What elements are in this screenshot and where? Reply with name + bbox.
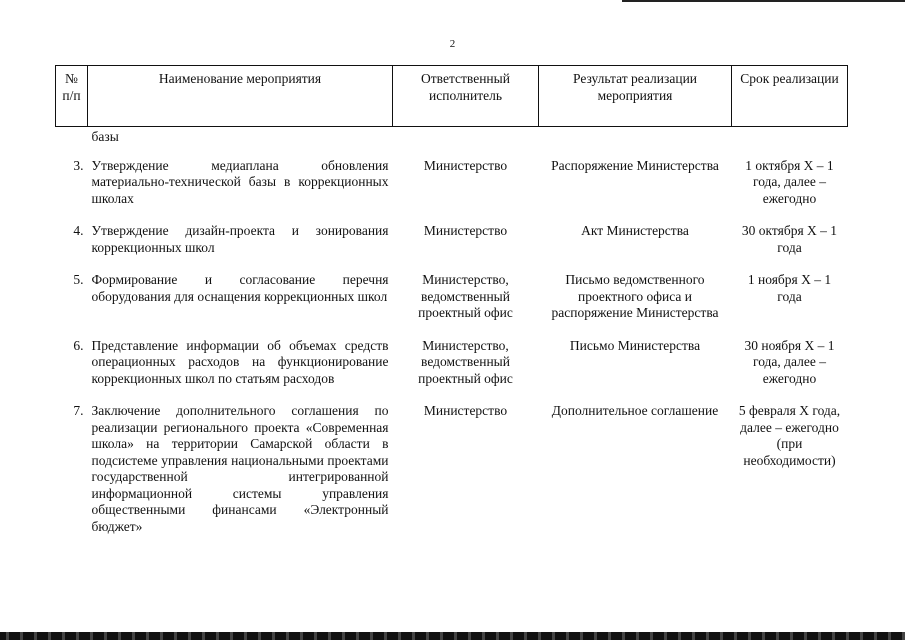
row-responsible: Министерство (423, 223, 508, 238)
row-result: Распоряжение Министерства (551, 157, 719, 173)
table-row (56, 158, 848, 224)
top-rule (622, 0, 905, 2)
row-deadline: 1 октября Х – 1 года, далее – ежегодно (745, 157, 834, 206)
header-deadline: Срок реализации (732, 66, 848, 127)
row-num: 6. (73, 337, 84, 353)
scan-edge-bar (0, 632, 905, 640)
row-deadline: 30 ноября Х – 1 года, далее – ежегодно (744, 337, 835, 386)
table-row (56, 403, 848, 551)
header-result: Результат реализации мероприятия (539, 66, 732, 127)
page-number: 2 (449, 38, 456, 50)
row-responsible: Министерство (423, 403, 508, 418)
row-name: Формирование и согласование перечня оборудования для оснащения коррекционных школ (91, 272, 389, 304)
row-deadline: 30 октября Х – 1 года (741, 223, 838, 255)
row-responsible: Министерство (423, 157, 508, 173)
row-num: 7. (73, 403, 84, 418)
row-deadline: 1 ноября Х – 1 года (747, 272, 832, 304)
table-row (56, 272, 848, 338)
header-name: Наименование мероприятия (88, 66, 393, 127)
row-responsible: Министерство, ведомственный проектный офис (418, 337, 513, 386)
table-row (56, 338, 848, 404)
row-deadline: 5 февраля Х года, далее – ежегодно (при необходимости) (738, 403, 841, 468)
row-responsible: Министерство, ведомственный проектный офис (418, 272, 513, 320)
table-row (56, 223, 848, 272)
table-header-row (56, 66, 848, 127)
row-result: Письмо ведомственного проектного офиса и распоряжение Министерства (551, 272, 719, 320)
continuation-row (56, 127, 848, 158)
header-responsible: Ответственный исполнитель (393, 66, 539, 127)
header-num: № п/п (56, 66, 88, 127)
row-name: Утверждение медиаплана обновления материально-технической базы в коррекционных школах (91, 157, 389, 206)
row-result: Дополнительное соглашение (551, 403, 719, 418)
row-result: Акт Министерства (581, 223, 689, 238)
row-name: Заключение дополнительного соглашения по реализации регионального проекта «Современная школа» на территории Самарской области в подсистеме управления национальными проектами государственной интегрированной информационной системы управления общественными финансами «Электронный бюджет» (91, 403, 389, 534)
row-num: 3. (73, 157, 84, 173)
row-num: 4. (73, 223, 84, 238)
row-name: Представление информации об объемах средств операционных расходов на функционирование коррекционных школ по статьям расходов (91, 337, 389, 386)
row-num: 5. (73, 272, 84, 287)
activities-table (55, 65, 848, 551)
row-result: Письмо Министерства (569, 337, 701, 353)
row-name: Утверждение дизайн-проекта и зонирования коррекционных школ (91, 223, 389, 255)
continuation-text: базы (91, 129, 119, 144)
